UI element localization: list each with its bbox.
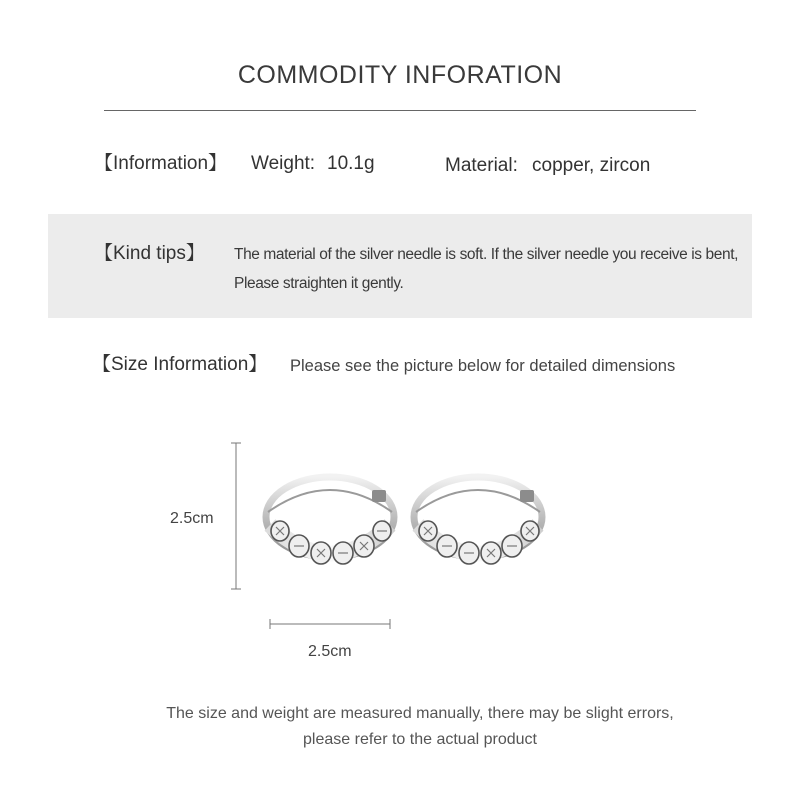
weight-label: Weight: [251,153,316,174]
kind-tips-line-2: Please straighten it gently. [234,275,404,292]
earring-right [414,477,542,564]
footer-note-line-1: The size and weight are measured manually, there may be slight errors, [166,705,674,722]
material-label: Material: [445,155,518,176]
weight-value: 10.1g [327,153,375,174]
footer-note-line-2: please refer to the actual product [303,731,537,748]
material-value: copper, zircon [532,155,651,176]
height-dimension-label: 2.5cm [170,510,214,527]
width-dimension-label: 2.5cm [308,643,352,660]
kind-tips-line-1: The material of the silver needle is soft. If the silver needle you receive is bent, [234,246,739,263]
size-information-description: Please see the picture below for detailed dimensions [290,357,676,375]
earring-left [266,477,394,564]
kind-tips-label: 【Kind tips】 [94,243,205,264]
information-label: 【Information】 [94,153,228,174]
page-title: COMMODITY INFORATION [237,61,563,89]
size-information-label: 【Size Information】 [92,354,268,375]
